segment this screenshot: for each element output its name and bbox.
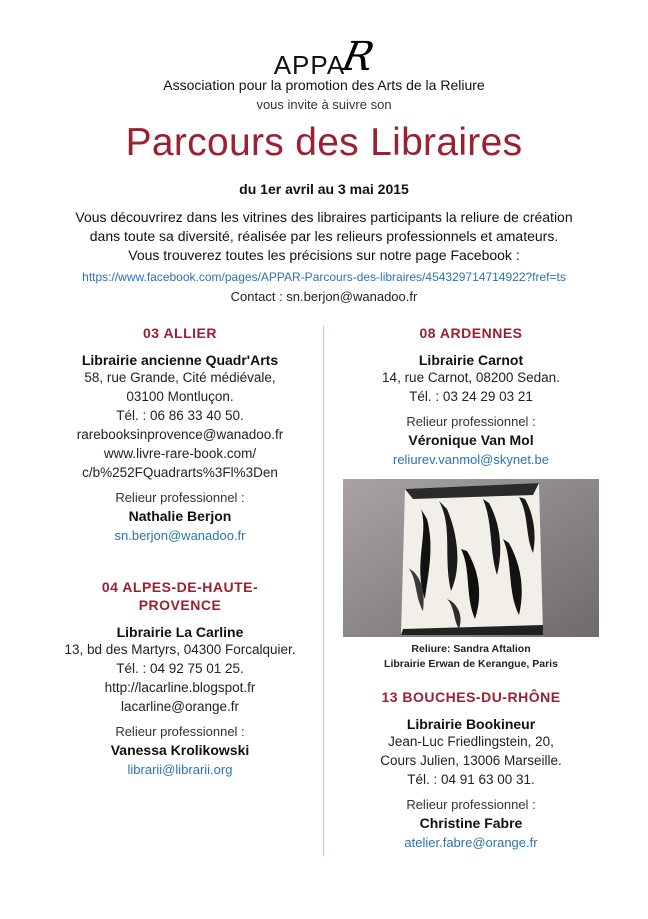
dept-heading: 03 ALLIER	[143, 325, 217, 341]
dept-heading: 04 ALPES-DE-HAUTE-	[101, 579, 259, 595]
phone: Tél. : 04 92 75 01 25.	[116, 661, 244, 676]
address-line: Jean-Luc Friedlingstein, 20,	[388, 734, 554, 749]
address-line: 58, rue Grande, Cité médiévale,	[84, 370, 276, 385]
phone: Tél. : 03 24 29 03 21	[409, 389, 533, 404]
address-line: 03100 Montluçon.	[126, 389, 234, 404]
section-ardennes	[336, 324, 606, 469]
column-divider	[323, 326, 324, 856]
shop-name: Librairie Bookineur	[406, 716, 536, 732]
binding-artwork-photo	[343, 479, 599, 637]
binder-email-link[interactable]: atelier.fabre@orange.fr	[404, 835, 538, 850]
photo-caption-line-1: Reliure: Sandra Aftalion	[411, 643, 531, 655]
binder-email-link[interactable]: sn.berjon@wanadoo.fr	[114, 528, 246, 543]
phone: Tél. : 06 86 33 40 50.	[116, 408, 244, 423]
binder-label: Relieur professionnel :	[115, 724, 245, 739]
shop-website: http://lacarline.blogspot.fr	[104, 680, 256, 695]
page-title: Parcours des Libraires	[125, 121, 523, 164]
photo-caption-line-2: Librairie Erwan de Kerangue, Paris	[384, 658, 558, 670]
binder-email-link[interactable]: reliurev.vanmol@skynet.be	[392, 452, 550, 467]
binder-name: Nathalie Berjon	[128, 508, 232, 524]
dept-heading: 08 ARDENNES	[419, 325, 523, 341]
dept-heading: PROVENCE	[138, 597, 222, 613]
binder-label: Relieur professionnel :	[115, 490, 245, 505]
address-line: 14, rue Carnot, 08200 Sedan.	[382, 370, 560, 385]
section-bouches-du-rhone	[336, 688, 606, 852]
shop-name: Librairie ancienne Quadr'Arts	[81, 352, 279, 368]
event-dates: du 1er avril au 3 mai 2015	[239, 181, 409, 197]
shop-email: rarebooksinprovence@wanadoo.fr	[76, 427, 284, 442]
shop-name: Librairie La Carline	[116, 624, 244, 640]
invite-text: vous invite à suivre son	[256, 97, 392, 112]
shop-name: Librairie Carnot	[418, 352, 524, 368]
binder-name: Christine Fabre	[419, 815, 523, 831]
logo-letter: R	[338, 34, 380, 80]
intro-line-2: dans toute sa diversité, réalisée par les relieurs professionnels et amateurs.	[89, 228, 559, 244]
artwork-illustration	[343, 479, 599, 637]
shop-email: lacarline@orange.fr	[120, 699, 239, 714]
binder-label: Relieur professionnel :	[406, 797, 536, 812]
binder-email-link[interactable]: librarii@librarii.org	[127, 762, 233, 777]
shop-website: c/b%252FQuadrarts%3Fl%3Den	[82, 465, 278, 480]
binder-label: Relieur professionnel :	[406, 414, 536, 429]
association-name: Association pour la promotion des Arts de la Reliure	[163, 77, 485, 93]
section-allier	[50, 324, 310, 545]
binder-name: Vanessa Krolikowski	[110, 742, 250, 758]
shop-website: www.livre-rare-book.com/	[103, 446, 257, 461]
address-line: Cours Julien, 13006 Marseille.	[380, 753, 562, 768]
dept-heading: 13 BOUCHES-DU-RHÔNE	[381, 689, 561, 705]
section-alpes	[50, 578, 310, 779]
address-line: 13, bd des Martyrs, 04300 Forcalquier.	[64, 642, 296, 657]
intro-text	[0, 208, 648, 265]
logo-text: APPA	[273, 50, 346, 80]
intro-line-1: Vous découvrirez dans les vitrines des libraires participants la reliure de création	[75, 209, 573, 225]
contact-line: Contact : sn.berjon@wanadoo.fr	[230, 289, 418, 304]
binder-name: Véronique Van Mol	[408, 432, 534, 448]
phone: Tél. : 04 91 63 00 31.	[407, 772, 535, 787]
intro-line-3: Vous trouverez toutes les précisions sur notre page Facebook :	[128, 247, 520, 263]
facebook-link[interactable]: https://www.facebook.com/pages/APPAR-Parcours-des-libraires/454329714714922?fref=ts	[82, 270, 566, 284]
